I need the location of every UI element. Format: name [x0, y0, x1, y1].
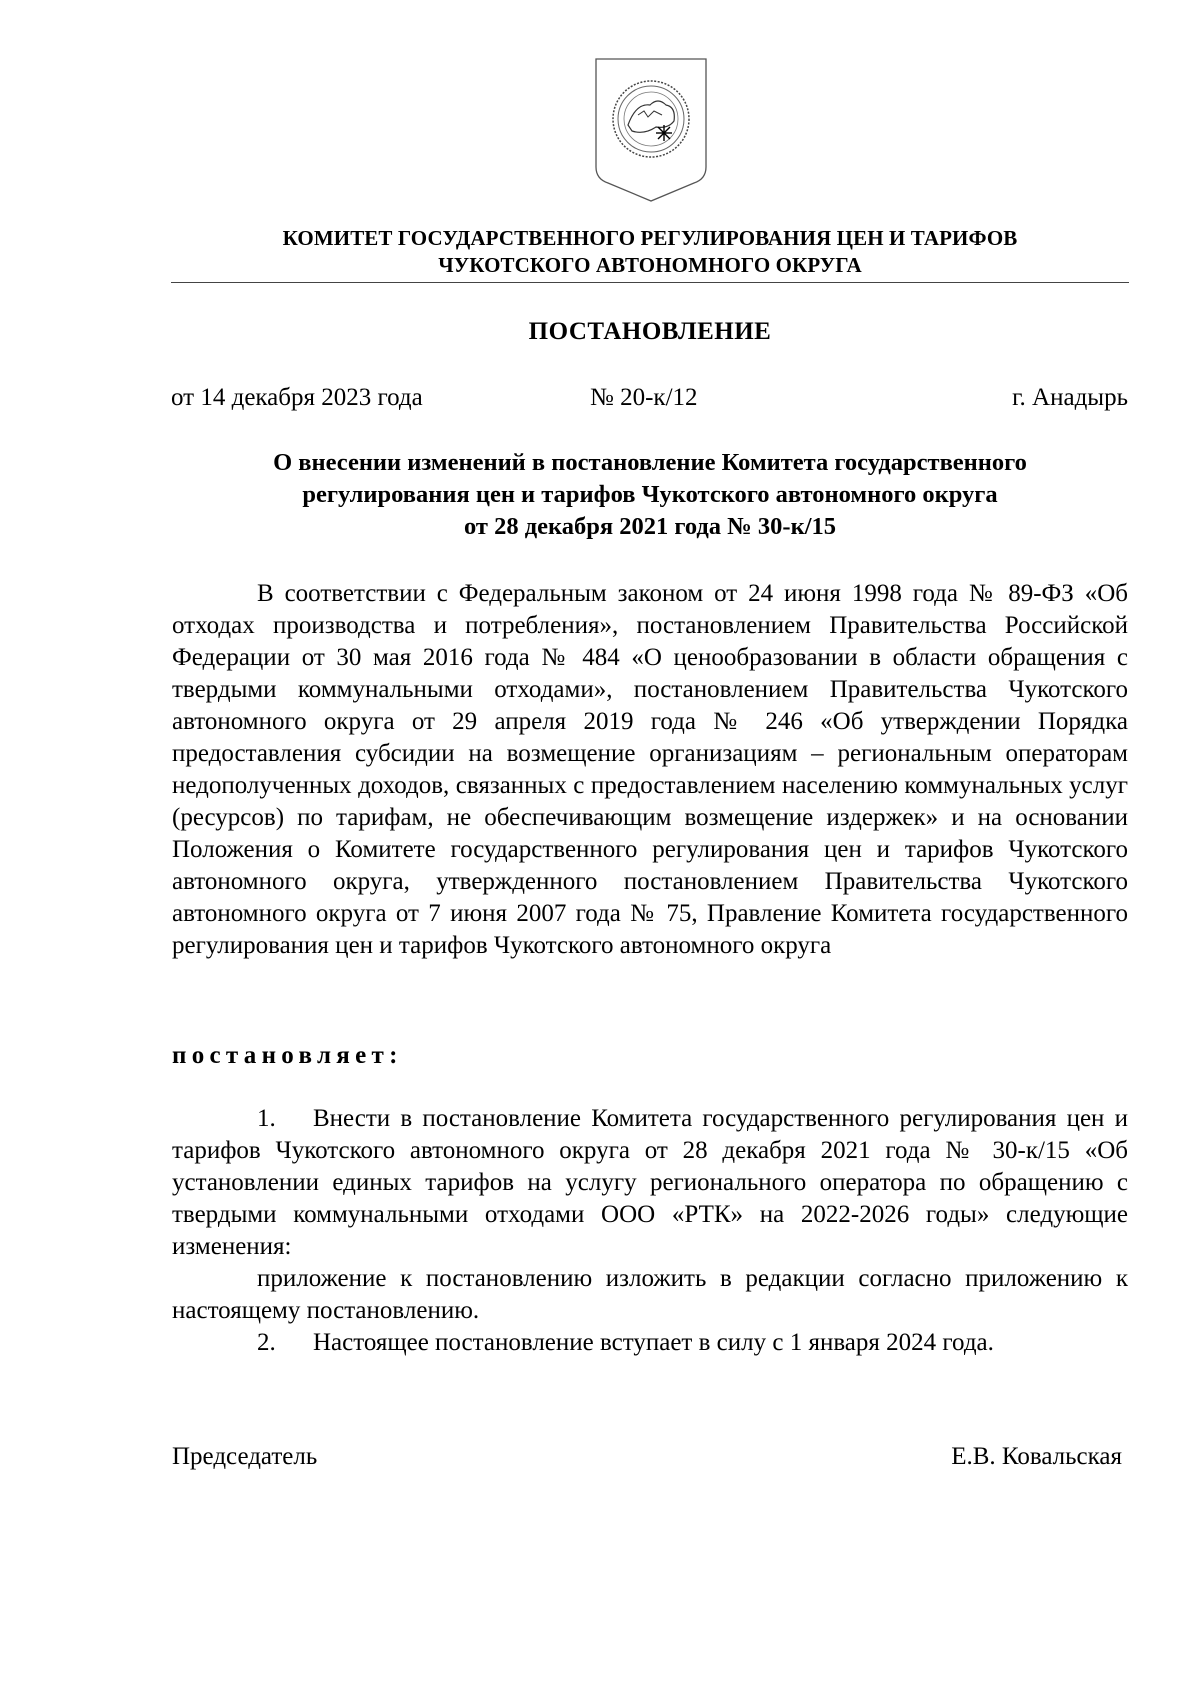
signatory-title: Председатель — [172, 1443, 318, 1470]
organization-name-line1: КОМИТЕТ ГОСУДАРСТВЕННОГО РЕГУЛИРОВАНИЯ ЦЕН И ТАРИФОВ — [282, 226, 1018, 250]
item-text: Настоящее постановление вступает в силу с 1 января 2024 года. — [313, 1329, 994, 1356]
preamble-section — [172, 578, 1128, 962]
decree-item-1-subparagraph — [172, 1263, 1128, 1327]
header-divider — [171, 282, 1129, 283]
item-text: приложение к постановлению изложить в редакции согласно приложению к настоящему постановлению. — [172, 1265, 1128, 1324]
document-city: г. Анадырь — [1012, 384, 1128, 411]
decree-items — [172, 1103, 1128, 1359]
preamble-paragraph: В соответствии с Федеральным законом от 24 июня 1998 года № 89-ФЗ «Об отходах производства и потребления», постановлением Правительства Российской Федерации от 30 мая 2016 года № 484 «О ценообразовании в области обращения с твердыми коммунальными отходами», постановлением Правительства Чукотского автономного округа от 29 апреля 2019 года № 246 «Об утверждении Порядка предоставления субсидии на возмещение организациям – региональным операторам недополученных доходов, связанных с предоставлением населению коммунальных услуг (ресурсов) по тарифам, не обеспечивающим возмещение издержек» и на основании Положения о Комитете государственного регулирования цен и тарифов Чукотского автономного округа, утвержденного постановлением Правительства Чукотского автономного округа от 7 июня 2007 года № 75, Правление Комитета государственного регулирования цен и тарифов Чукотского автономного округа — [172, 580, 1128, 959]
title-line1: О внесении изменений в постановление Комитета государственного — [273, 449, 1027, 476]
title-line2: регулирования цен и тарифов Чукотского автономного округа — [302, 481, 998, 508]
decree-item-1 — [172, 1103, 1128, 1263]
signatory-name: Е.В. Ковальская — [951, 1443, 1122, 1470]
title-line3: от 28 декабря 2021 года № 30-к/15 — [463, 513, 836, 540]
organization-name-line2: ЧУКОТСКОГО АВТОНОМНОГО ОКРУГА — [438, 253, 862, 277]
coat-of-arms-icon — [592, 55, 710, 205]
document-date: от 14 декабря 2023 года — [171, 384, 423, 411]
document-type: ПОСТАНОВЛЕНИЕ — [528, 318, 772, 345]
item-text: Внести в постановление Комитета государственного регулирования цен и тарифов Чукотского автономного округа от 28 декабря 2021 года № 30-к/15 «Об установлении единых тарифов на услугу регионального оператора по обращению с твердыми коммунальными отходами ООО «РТК» на 2022-2026 годы» следующие изменения: — [172, 1105, 1128, 1260]
item-number: 1. — [257, 1105, 276, 1132]
document-number: № 20-к/12 — [590, 384, 698, 411]
decree-word: постановляет: — [172, 1042, 403, 1069]
document-title — [170, 447, 1130, 543]
decree-item-2 — [172, 1327, 1128, 1359]
organization-header — [170, 225, 1130, 279]
item-number: 2. — [257, 1329, 276, 1356]
